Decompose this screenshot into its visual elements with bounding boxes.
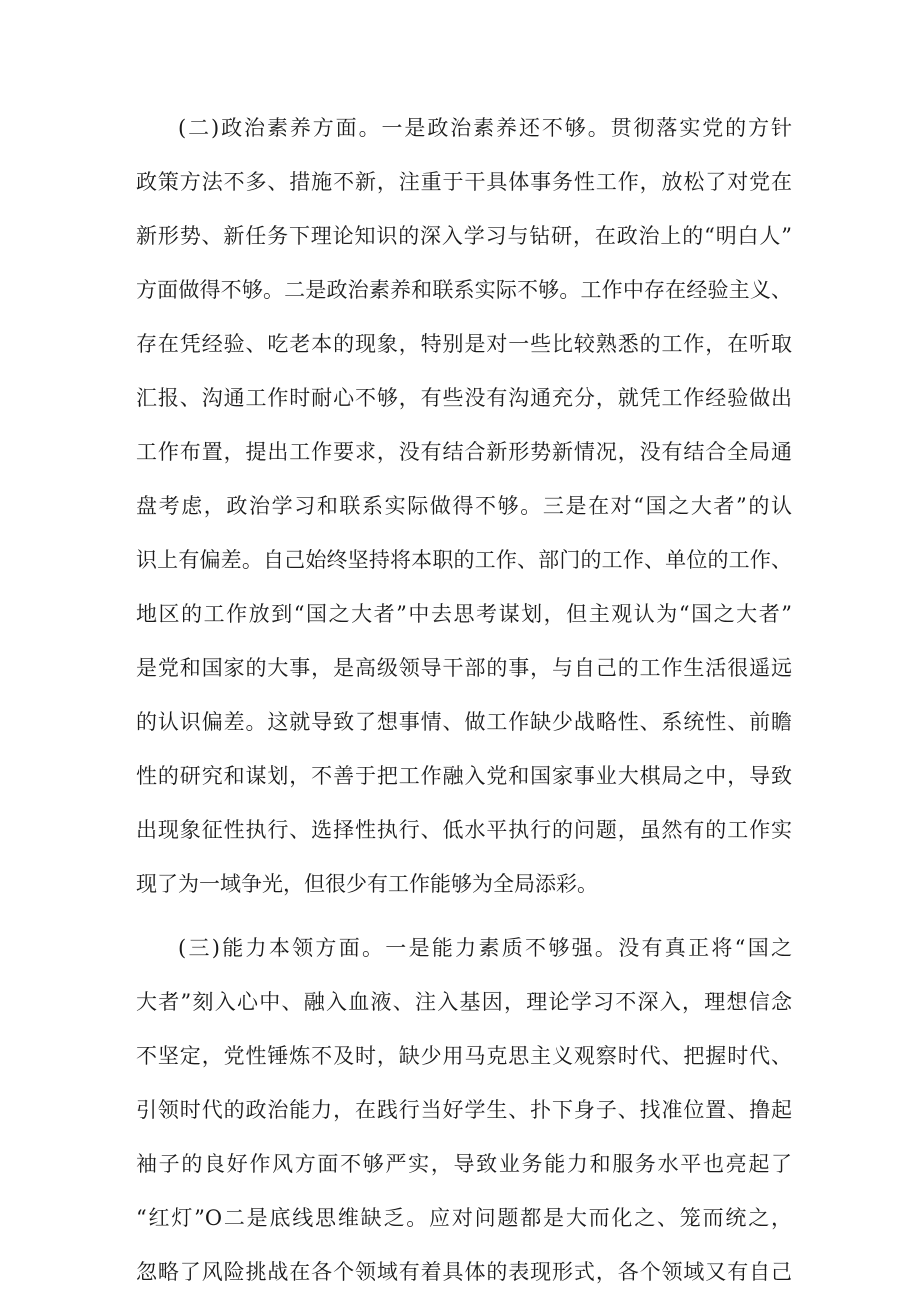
text-line: 现了为一域争光，但很少有工作能够为全局添彩。 [136,872,598,896]
text-line: 方面做得不够。二是政治素养和联系实际不够。工作中存在经验主义、 [136,278,792,302]
text-line: “红灯”O二是底线思维缺乏。应对问题都是大而化之、笼而统之， [136,1206,792,1230]
text-line: 是党和国家的大事，是高级领导干部的事，与自己的工作生活很遥远 [136,656,792,680]
text-line: 的认识偏差。这就导致了想事情、做工作缺少战略性、系统性、前瞻 [136,710,792,734]
text-line: 新形势、新任务下理论知识的深入学习与钻研，在政治上的“明白人” [136,224,792,248]
text-line: 性的研究和谋划，不善于把工作融入党和国家事业大棋局之中，导致 [136,764,792,788]
text-line: 不坚定，党性锤炼不及时，缺少用马克思主义观察时代、把握时代、 [136,1044,792,1068]
text-line: 识上有偏差。自己始终坚持将本职的工作、部门的工作、单位的工作、 [136,548,792,572]
text-line: 工作布置，提出工作要求，没有结合新形势新情况，没有结合全局通 [136,440,792,464]
text-line: (三)能力本领方面。一是能力素质不够强。没有真正将“国之 [178,936,792,960]
text-line: 忽略了风险挑战在各个领域有着具体的表现形式，各个领域又有自己 [136,1260,792,1284]
text-line: (二)政治素养方面。一是政治素养还不够。贯彻落实党的方针 [178,116,792,140]
text-line: 汇报、沟通工作时耐心不够，有些没有沟通充分，就凭工作经验做出 [136,386,792,410]
text-line: 政策方法不多、措施不新，注重于干具体事务性工作，放松了对党在 [136,170,792,194]
text-line: 大者”刻入心中、融入血液、注入基因，理论学习不深入，理想信念 [136,990,792,1014]
text-line: 引领时代的政治能力，在践行当好学生、扑下身子、找准位置、撸起 [136,1098,792,1122]
text-line: 袖子的良好作风方面不够严实，导致业务能力和服务水平也亮起了 [136,1152,792,1176]
text-line: 出现象征性执行、选择性执行、低水平执行的问题，虽然有的工作实 [136,818,792,842]
text-line: 盘考虑，政治学习和联系实际做得不够。三是在对“国之大者”的认 [136,494,792,518]
text-line: 地区的工作放到“国之大者”中去思考谋划，但主观认为“国之大者” [136,602,792,626]
text-line: 存在凭经验、吃老本的现象，特别是对一些比较熟悉的工作，在听取 [136,332,792,356]
